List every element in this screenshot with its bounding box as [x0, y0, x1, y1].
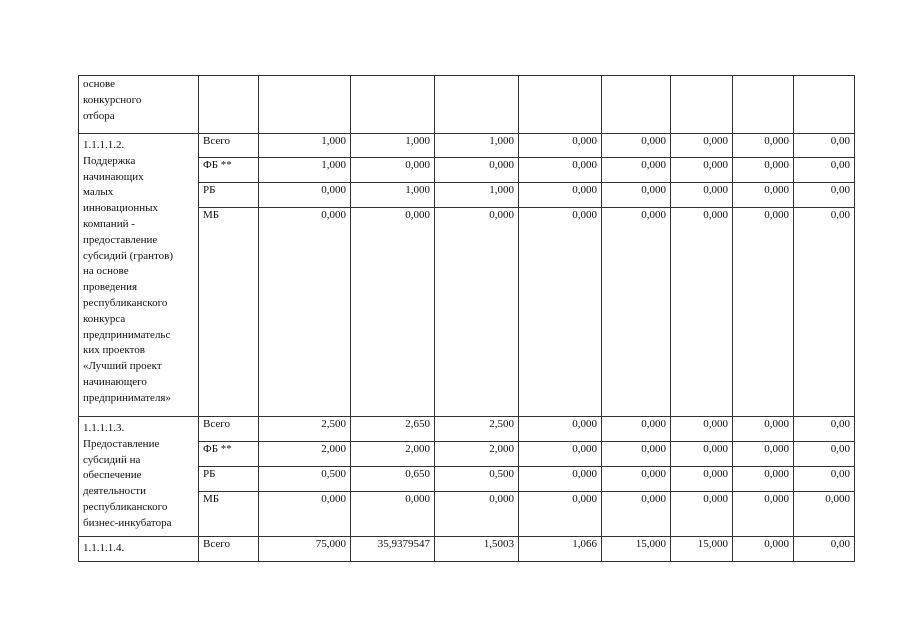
- amount-cell: 0,000: [602, 183, 671, 208]
- amount-cell: 0,00: [794, 467, 855, 492]
- measure-name-cell: 1.1.1.1.2. Поддержка начинающих малых инновационных компаний - предоставление субсидий (грантов) на основе проведения республиканского конкурса предпринимательс ких проектов «Лучший проект начинающего предпринимателя»: [79, 134, 199, 417]
- amount-cell: 0,000: [519, 183, 602, 208]
- amount-cell: 0,000: [671, 417, 733, 442]
- amount-cell: 0,00: [794, 158, 855, 183]
- amount-cell: [435, 76, 519, 134]
- table-row: [79, 134, 855, 158]
- amount-cell: 15,000: [602, 537, 671, 562]
- amount-cell: 2,000: [435, 442, 519, 467]
- table-row: [79, 537, 855, 562]
- amount-cell: 2,500: [259, 417, 351, 442]
- amount-cell: 0,000: [671, 492, 733, 537]
- amount-cell: 0,000: [519, 134, 602, 158]
- amount-cell: [794, 76, 855, 134]
- amount-cell: 75,000: [259, 537, 351, 562]
- amount-cell: 1,5003: [435, 537, 519, 562]
- amount-cell: 1,066: [519, 537, 602, 562]
- amount-cell: 0,00: [794, 442, 855, 467]
- amount-cell: 2,000: [351, 442, 435, 467]
- table-row: [79, 417, 855, 442]
- amount-cell: 0,000: [519, 442, 602, 467]
- funding-source-cell: [199, 76, 259, 134]
- funding-source-cell: РБ: [199, 467, 259, 492]
- amount-cell: 0,000: [733, 417, 794, 442]
- amount-cell: 1,000: [259, 158, 351, 183]
- amount-cell: 0,500: [435, 467, 519, 492]
- funding-source-cell: Всего: [199, 417, 259, 442]
- amount-cell: 0,000: [733, 158, 794, 183]
- amount-cell: [671, 76, 733, 134]
- funding-source-cell: МБ: [199, 492, 259, 537]
- amount-cell: 0,000: [733, 183, 794, 208]
- amount-cell: 1,000: [435, 134, 519, 158]
- amount-cell: 0,00: [794, 417, 855, 442]
- measure-name-cell: 1.1.1.1.3. Предоставление субсидий на обеспечение деятельности республиканского бизнес-инкубатора: [79, 417, 199, 537]
- amount-cell: 0,500: [259, 467, 351, 492]
- amount-cell: 0,000: [259, 492, 351, 537]
- amount-cell: [733, 76, 794, 134]
- amount-cell: 0,000: [733, 208, 794, 417]
- amount-cell: 2,500: [435, 417, 519, 442]
- amount-cell: 0,000: [671, 208, 733, 417]
- amount-cell: 0,000: [435, 158, 519, 183]
- amount-cell: 0,650: [351, 467, 435, 492]
- amount-cell: 0,000: [671, 467, 733, 492]
- funding-source-cell: Всего: [199, 537, 259, 562]
- amount-cell: 1,000: [259, 134, 351, 158]
- amount-cell: 0,000: [519, 492, 602, 537]
- amount-cell: 0,000: [794, 492, 855, 537]
- amount-cell: 35,9379547: [351, 537, 435, 562]
- amount-cell: 0,000: [671, 183, 733, 208]
- amount-cell: 1,000: [435, 183, 519, 208]
- amount-cell: 0,000: [733, 442, 794, 467]
- amount-cell: 0,000: [733, 467, 794, 492]
- amount-cell: 0,000: [733, 134, 794, 158]
- amount-cell: 0,000: [519, 467, 602, 492]
- amount-cell: 2,650: [351, 417, 435, 442]
- budget-table: [78, 75, 855, 562]
- amount-cell: 0,000: [671, 442, 733, 467]
- amount-cell: 0,000: [519, 158, 602, 183]
- amount-cell: [602, 76, 671, 134]
- amount-cell: [259, 76, 351, 134]
- funding-source-cell: ФБ **: [199, 442, 259, 467]
- amount-cell: 0,000: [602, 467, 671, 492]
- amount-cell: 0,000: [351, 208, 435, 417]
- amount-cell: 0,000: [519, 417, 602, 442]
- funding-source-cell: РБ: [199, 183, 259, 208]
- amount-cell: 0,000: [602, 442, 671, 467]
- amount-cell: 0,000: [351, 158, 435, 183]
- amount-cell: 0,000: [602, 417, 671, 442]
- amount-cell: 0,000: [602, 134, 671, 158]
- amount-cell: 1,000: [351, 134, 435, 158]
- amount-cell: 0,000: [733, 537, 794, 562]
- amount-cell: 0,00: [794, 208, 855, 417]
- amount-cell: 0,00: [794, 134, 855, 158]
- amount-cell: 2,000: [259, 442, 351, 467]
- amount-cell: [351, 76, 435, 134]
- amount-cell: 0,000: [733, 492, 794, 537]
- funding-source-cell: ФБ **: [199, 158, 259, 183]
- amount-cell: 0,000: [435, 208, 519, 417]
- amount-cell: 0,000: [259, 183, 351, 208]
- amount-cell: 0,00: [794, 183, 855, 208]
- amount-cell: 0,000: [671, 158, 733, 183]
- amount-cell: 0,000: [519, 208, 602, 417]
- amount-cell: 0,000: [671, 134, 733, 158]
- amount-cell: [519, 76, 602, 134]
- amount-cell: 0,000: [351, 492, 435, 537]
- amount-cell: 0,000: [259, 208, 351, 417]
- amount-cell: 0,000: [435, 492, 519, 537]
- amount-cell: 0,00: [794, 537, 855, 562]
- amount-cell: 0,000: [602, 492, 671, 537]
- amount-cell: 0,000: [602, 208, 671, 417]
- amount-cell: 1,000: [351, 183, 435, 208]
- measure-name-cell: 1.1.1.1.4.: [79, 537, 199, 562]
- amount-cell: 15,000: [671, 537, 733, 562]
- table-row: [79, 76, 855, 134]
- amount-cell: 0,000: [602, 158, 671, 183]
- measure-name-cell: основе конкурсного отбора: [79, 76, 199, 134]
- funding-source-cell: МБ: [199, 208, 259, 417]
- funding-source-cell: Всего: [199, 134, 259, 158]
